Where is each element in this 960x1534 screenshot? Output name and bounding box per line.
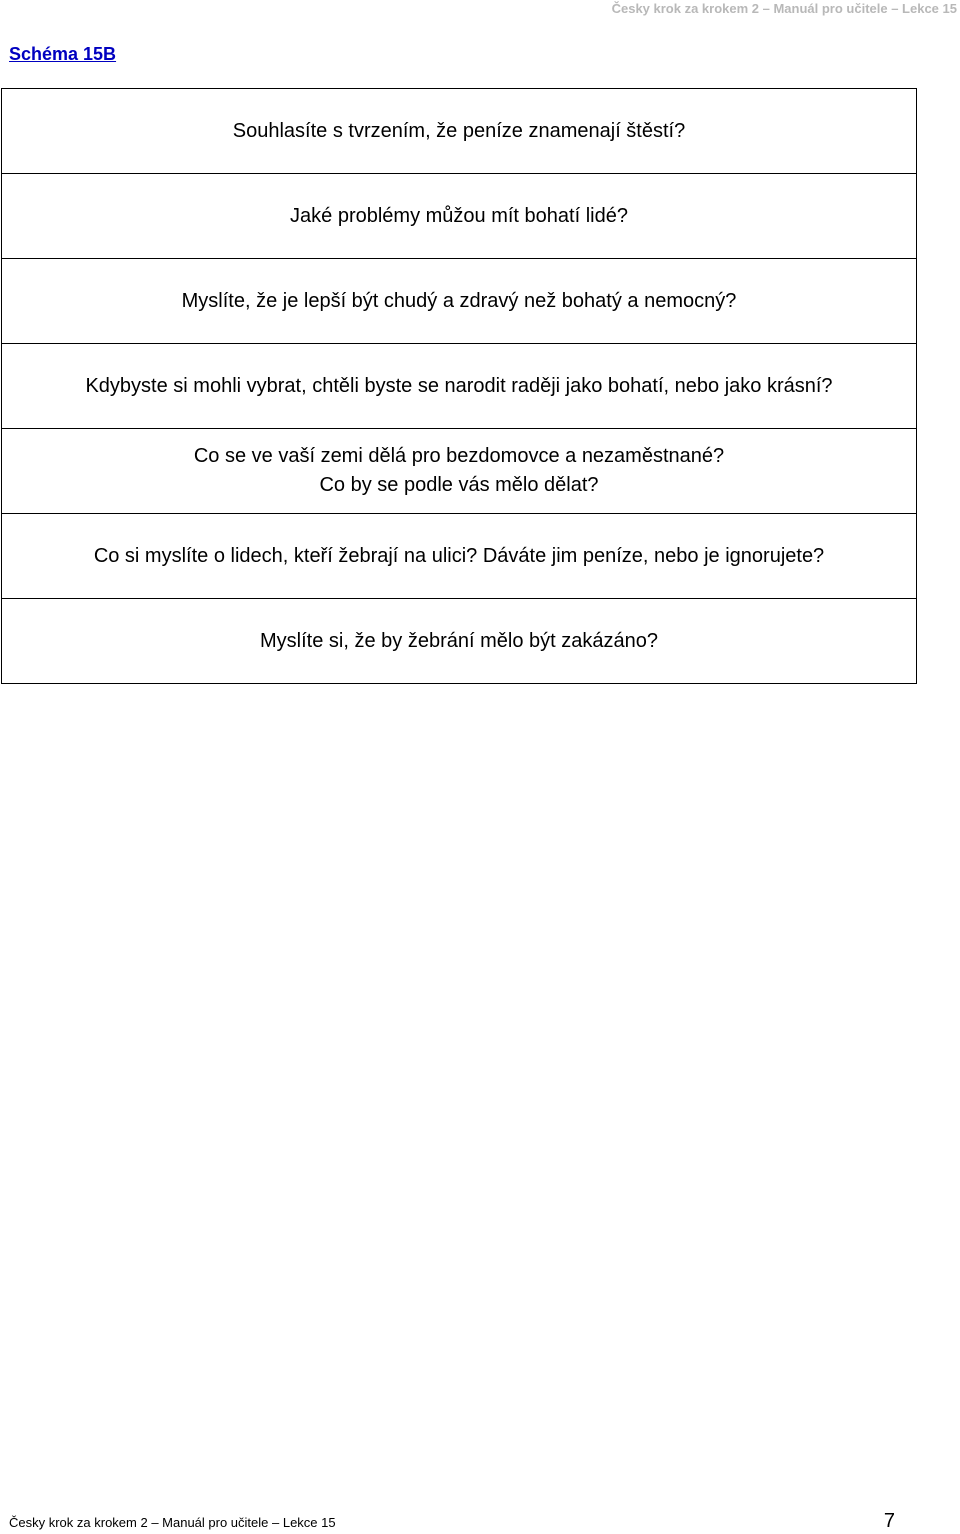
question-row-6 <box>2 514 916 599</box>
question-row-3 <box>2 259 916 344</box>
running-header <box>0 0 960 18</box>
running-header-text: Česky krok za krokem 2 – Manuál pro učitele – Lekce 15 <box>611 1 957 16</box>
page-number: 7 <box>883 1510 895 1532</box>
page-footer: Česky krok za krokem 2 – Manuál pro učitele – Lekce 15 <box>9 1515 336 1530</box>
question-text: Myslíte, že je lepší být chudý a zdravý než bohatý a nemocný? <box>181 289 737 312</box>
question-text: Co se ve vaší zemi dělá pro bezdomovce a nezaměstnané? <box>193 445 725 467</box>
question-row-7 <box>2 599 916 684</box>
question-text: Kdybyste si mohli vybrat, chtěli byste se narodit raději jako bohatí, nebo jako krásní? <box>85 374 833 397</box>
question-row-4 <box>2 344 916 429</box>
question-text: Souhlasíte s tvrzením, že peníze znamenají štěstí? <box>232 119 686 142</box>
question-row-1 <box>2 89 916 174</box>
schema-title: Schéma 15B <box>9 44 117 64</box>
question-text: Myslíte si, že by žebrání mělo být zakázáno? <box>260 629 658 652</box>
question-text: Jaké problémy můžou mít bohatí lidé? <box>290 204 628 227</box>
question-row-5 <box>2 429 916 514</box>
question-text: Co by se podle vás mělo dělat? <box>319 474 599 496</box>
question-table <box>1 88 917 684</box>
question-row-2 <box>2 174 916 259</box>
question-text: Co si myslíte o lidech, kteří žebrají na ulici? Dáváte jim peníze, nebo je ignorujete? <box>93 544 825 567</box>
